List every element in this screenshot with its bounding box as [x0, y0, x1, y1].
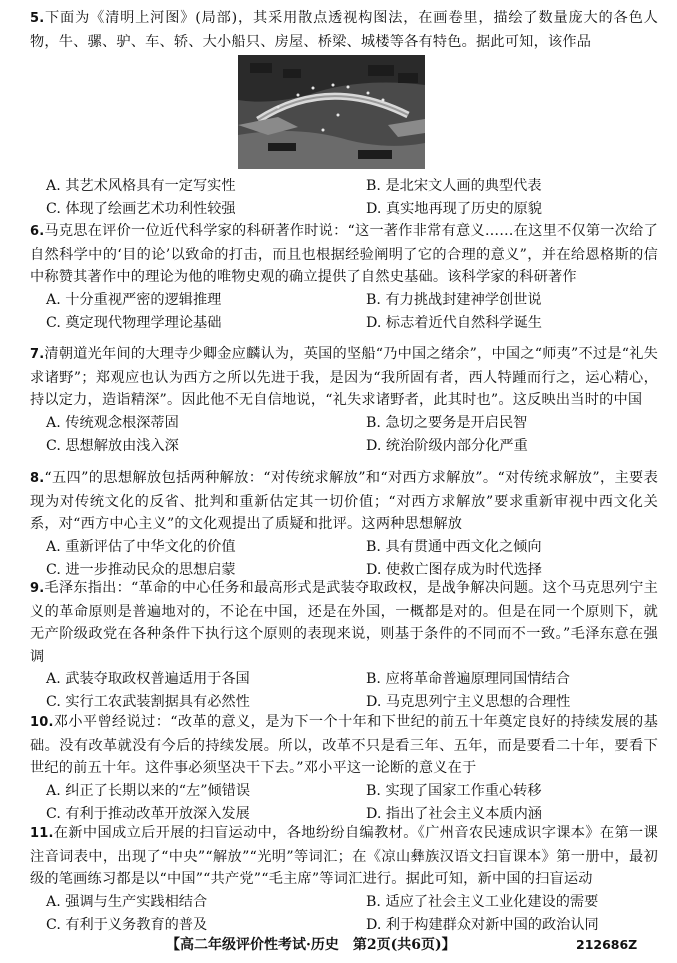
option-d: D. 真实地再现了历史的原貌	[366, 201, 542, 217]
option-c: C. 有利于推动改革开放深入发展	[46, 805, 250, 822]
option-a: A. 强调与生产实践相结合	[46, 893, 208, 910]
question-stem: 9.毛泽东指出：“革命的中心任务和最高形式是武装夺取政权，是战争解决问题。这个马克思列宁主义的革命原则是普遍地对的，不论在中国，还是在外国，一概都是对的。但是在同一个原则下，就无产阶级政党在各种条件下执行这个原则的表现来说，则基于条件的不同而不一致。”毛泽东意在强调	[30, 580, 658, 665]
question-stem: 8.“五四”的思想解放包括两种解放：“对传统求解放”和“对西方求解放”。“对传统求解放”，主要表现为对传统文化的反省、批判和重新估定其一切价值；“对西方求解放”要求重新审视中西文化关系，对“西方中心主义”的文化观提出了质疑和批评。这两种思想解放	[30, 470, 658, 533]
question-10	[30, 711, 658, 826]
option-a: A. 十分重视严密的逻辑推理	[46, 291, 222, 308]
paper-code: 212686Z	[576, 937, 638, 952]
qingming-painting-image	[238, 55, 425, 169]
exam-title: 【高二年级评价性考试·历史 第2页(共6页)】	[166, 937, 456, 953]
option-d: D. 标志着近代自然科学诞生	[366, 314, 542, 331]
option-a: A. 其艺术风格具有一定写实性	[46, 178, 236, 194]
question-9	[30, 577, 658, 714]
option-c: C. 有利于义务教育的普及	[46, 916, 208, 933]
question-11	[30, 822, 658, 937]
option-b: B. 是北宋文人画的典型代表	[366, 178, 542, 194]
option-b: B. 具有贯通中西文化之倾向	[366, 538, 542, 555]
option-d: D. 使救亡图存成为时代选择	[366, 561, 542, 578]
question-stem: 10.邓小平曾经说过：“改革的意义，是为下一个十年和下世纪的前五十年奠定良好的持续发展的基础。没有改革就没有今后的持续发展。所以，改革不只是看三年、五年，而是要看二十年，要看下世纪的前五十年。这件事必须坚决干下去。”邓小平这一论断的意义在于	[30, 714, 658, 777]
option-b: B. 有力挑战封建神学创世说	[366, 291, 542, 308]
question-5-options	[30, 175, 658, 221]
option-d: D. 指出了社会主义本质内涵	[366, 805, 542, 822]
option-c: C. 思想解放由浅入深	[46, 437, 179, 454]
option-a: A. 武装夺取政权普遍适用于各国	[46, 671, 250, 688]
option-a: A. 重新评估了中华文化的价值	[46, 538, 236, 555]
question-stem: 5.下面为《清明上河图》(局部)，其采用散点透视构图法，在画卷里，描绘了数量庞大的各色人物，牛、骡、驴、车、轿、大小船只、房屋、桥梁、城楼等各有特色。据此可知，该作品	[30, 10, 658, 50]
option-b: B. 实现了国家工作重心转移	[366, 782, 542, 799]
option-b: B. 适应了社会主义工业化建设的需要	[366, 893, 599, 910]
question-stem: 7.清朝道光年间的大理寺少卿金应麟认为，英国的坚船“乃中国之绪余”，中国之“师夷”不过是“礼失求诸野”；郑观应也认为西方之所以先进于我，是因为“我所固有者，西人特踵而行之，运心精心，持以定力，造诣精深”。因此他不无自信地说，“礼失求诸野者，此其时也”。这反映出当时的中国	[30, 346, 658, 409]
option-d: D. 统治阶级内部分化严重	[366, 437, 528, 454]
question-6	[30, 220, 658, 335]
question-7	[30, 343, 658, 458]
question-stem: 11.在新中国成立后开展的扫盲运动中，各地纷纷自编教材。《广州音农民速成识字课本》在第一课注音词表中，出现了“中央”“解放”“光明”等词汇；在《凉山彝族汉语文扫盲课本》第一册中，最初级的笔画练习都是以“中国”“共产党”“毛主席”等词汇进行。据此可知，新中国的扫盲运动	[30, 825, 658, 888]
question-5	[30, 7, 658, 53]
option-c: C. 进一步推动民众的思想启蒙	[46, 561, 236, 578]
option-c: C. 体现了绘画艺术功利性较强	[46, 201, 236, 217]
page-footer	[0, 933, 677, 957]
option-a: A. 传统观念根深蒂固	[46, 414, 179, 431]
option-d: D. 马克思列宁主义思想的合理性	[366, 694, 571, 711]
option-c: C. 实行工农武装割据具有必然性	[46, 694, 250, 711]
option-b: B. 急切之要务是开启民智	[366, 414, 528, 431]
question-stem: 6.马克思在评价一位近代科学家的科研著作时说：“这一著作非常有意义……在这里不仅第一次给了自然科学中的‘目的论’以致命的打击，而且也根据经验阐明了它的合理的意义”，并在给恩格斯的信中称赞其著作中的理论为他的唯物史观的确立提供了自然史基础。该科学家的科研著作	[30, 223, 658, 286]
option-c: C. 奠定现代物理学理论基础	[46, 314, 222, 331]
question-8	[30, 467, 658, 582]
option-a: A. 纠正了长期以来的“左”倾错误	[46, 782, 251, 799]
option-b: B. 应将革命普遍原理同国情结合	[366, 671, 570, 688]
option-d: D. 利于构建群众对新中国的政治认同	[366, 916, 599, 933]
painting-illustration	[238, 55, 425, 169]
